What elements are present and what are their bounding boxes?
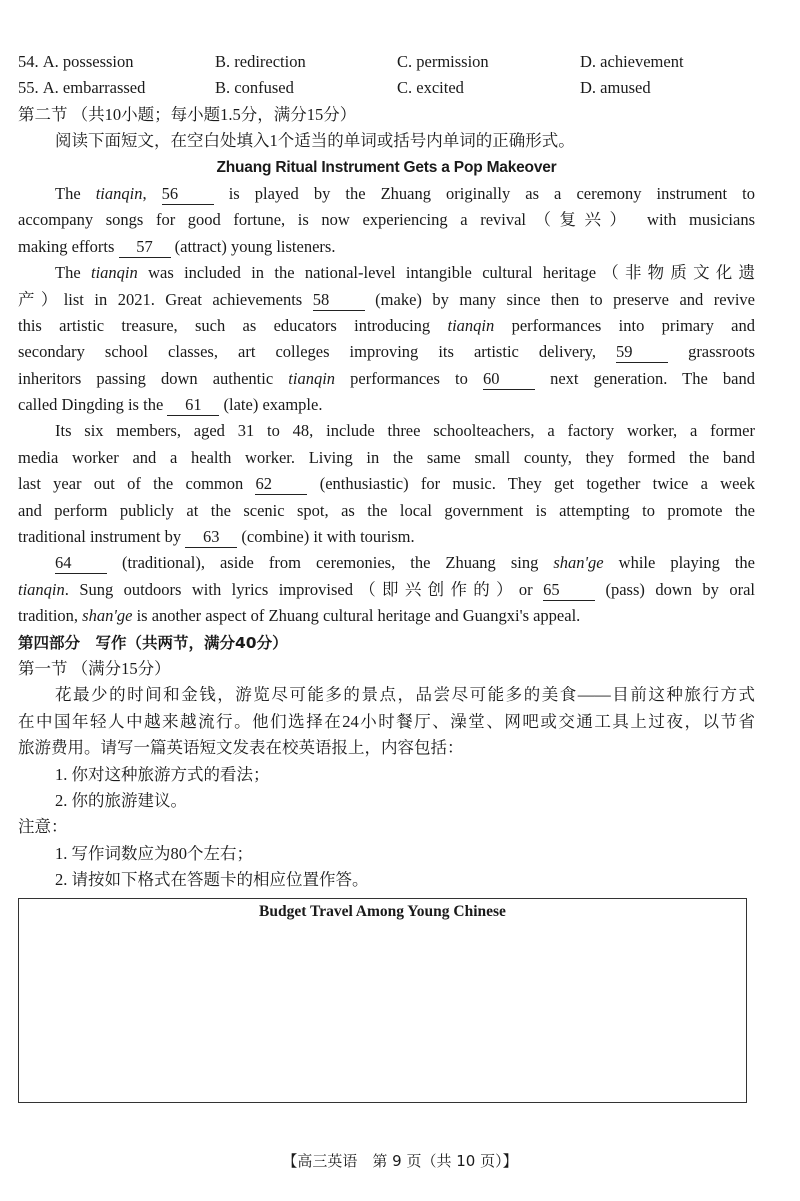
option-d: D. amused <box>580 78 651 98</box>
answer-blank-62: 62 <box>255 474 307 495</box>
passage-text: last year out of the common <box>18 474 256 494</box>
answer-box-title: Budget Travel Among Young Chinese <box>259 903 506 920</box>
passage-line <box>18 181 755 207</box>
answer-blank-59: 59 <box>616 342 668 363</box>
passage-text: is another aspect of Zhuang cultural heritage and Guangxi's appeal. <box>132 606 581 626</box>
answer-blank-56: 56 <box>162 184 214 205</box>
answer-blank-64: 64 <box>55 553 107 574</box>
passage-text: making efforts <box>18 236 119 256</box>
answer-blank-60: 60 <box>483 369 535 390</box>
note: 1. 写作词数应为80个左右； <box>55 843 253 863</box>
content-point: 1. 你对这种旅游方式的看法； <box>55 764 270 784</box>
answer-blank-63: 63 <box>185 527 237 548</box>
note: 2. 请按如下格式在答题卡的相应位置作答。 <box>55 870 369 890</box>
option-c: C. excited <box>397 78 464 98</box>
passage-line <box>18 550 755 576</box>
option-a: 54. A. possession <box>18 52 134 71</box>
answer-box <box>18 898 747 1103</box>
page-footer: 【高三英语 第 9 页（共 10 页）】 <box>282 1152 518 1170</box>
italic-term: shan'ge <box>82 606 133 626</box>
option-b: B. confused <box>215 78 294 98</box>
passage-text: performances to <box>335 368 483 388</box>
passage-text: accompany songs for good fortune, is now experiencing a revival（复兴） with musicians <box>18 210 755 230</box>
passage-line <box>18 498 755 524</box>
passage <box>18 181 755 630</box>
passage-text: tradition, <box>18 606 83 626</box>
passage-text: . Sung outdoors with lyrics improvised（即兴创作的）or <box>64 579 544 599</box>
passage-text: (make) by many since then to preserve and revive <box>364 289 755 309</box>
passage-text: grassroots <box>668 342 755 362</box>
answer-blank-57: 57 <box>119 237 171 258</box>
passage-line <box>18 234 755 260</box>
passage-text: (attract) young listeners. <box>170 236 336 256</box>
content-point: 2. 你的旅游建议。 <box>55 790 187 810</box>
prompt-line: 旅游费用。请写一篇英语短文发表在校英语报上，内容包括： <box>18 738 464 758</box>
notes-label: 注意： <box>18 817 68 837</box>
passage-text: 产）list in 2021. Great achievements <box>18 289 313 309</box>
passage-line <box>18 524 755 550</box>
passage-text: was included in the national-level intangible cultural heritage（非物质文化遗 <box>137 263 755 283</box>
passage-text: performances into primary and <box>494 315 755 335</box>
passage-text: inheritors passing down authentic <box>18 368 289 388</box>
passage-text: and perform publicly at the scenic spot, as the local government is attempting to promote the <box>18 500 755 520</box>
passage-line <box>18 313 755 339</box>
passage-text: secondary school classes, art colleges improving its artistic delivery, <box>18 342 617 362</box>
passage-line <box>18 418 755 444</box>
passage-line <box>18 366 755 392</box>
passage-text: this artistic treasure, such as educators introducing <box>18 315 448 335</box>
italic-term: tianqin <box>95 183 143 203</box>
passage-title: Zhuang Ritual Instrument Gets a Pop Makeover <box>216 158 557 176</box>
prompt-line: 在中国年轻人中越来越流行。他们选择在24小时餐厅、澡堂、网吧或交通工具上过夜，以节省 <box>18 711 755 731</box>
passage-text: , <box>142 183 162 203</box>
passage-text: while playing the <box>603 553 755 573</box>
passage-text: (traditional), aside from ceremonies, the Zhuang sing <box>107 553 554 573</box>
answer-blank-61: 61 <box>167 395 219 416</box>
passage-line <box>18 471 755 497</box>
option-d: D. achievement <box>580 52 684 71</box>
italic-term: tianqin <box>288 368 336 388</box>
passage-text: (late) example. <box>219 395 323 415</box>
italic-term: tianqin <box>18 579 65 599</box>
question-55 <box>18 75 755 101</box>
passage-line <box>18 392 755 418</box>
passage-text: is played by the Zhuang originally as a ceremony instrument to <box>213 183 755 203</box>
answer-blank-58: 58 <box>313 290 365 311</box>
italic-term: tianqin <box>447 315 495 335</box>
passage-text: media worker and a health worker. Living in the same small county, they formed the band <box>18 447 755 467</box>
exam-page <box>18 49 755 894</box>
passage-text: The <box>55 183 96 203</box>
option-c: C. permission <box>397 52 489 71</box>
passage-text: Its six members, aged 31 to 48, include three schoolteachers, a factory worker, a former <box>55 421 755 441</box>
passage-line <box>18 445 755 471</box>
passage-text: (combine) it with tourism. <box>237 527 415 547</box>
passage-text: traditional instrument by <box>18 527 186 547</box>
option-b: B. redirection <box>215 52 306 71</box>
italic-term: tianqin <box>90 263 138 283</box>
answer-blank-65: 65 <box>543 580 595 601</box>
passage-text: called Dingding is the <box>18 395 168 415</box>
passage-line <box>18 260 755 286</box>
passage-line <box>18 287 755 313</box>
section2-heading: 第二节 （共10小题；每小题1.5分，满分15分） <box>18 104 357 124</box>
passage-line <box>18 603 755 629</box>
option-a: 55. A. embarrassed <box>18 78 146 98</box>
question-54 <box>18 49 755 75</box>
passage-text: (enthusiastic) for music. They get together twice a week <box>307 474 755 494</box>
section2-instruction: 阅读下面短文，在空白处填入1个适当的单词或括号内单词的正确形式。 <box>55 131 575 151</box>
passage-text: next generation. The band <box>534 368 755 388</box>
part4-heading: 第四部分 写作（共两节，满分40分） <box>18 633 288 652</box>
passage-text: (pass) down by oral <box>595 579 755 599</box>
part4-section1-heading: 第一节 （满分15分） <box>18 658 171 678</box>
passage-line <box>18 339 755 365</box>
italic-term: shan'ge <box>553 553 604 573</box>
passage-line <box>18 577 755 603</box>
passage-line <box>18 207 755 233</box>
prompt-line: 花最少的时间和金钱，游览尽可能多的景点，品尝尽可能多的美食——目前这种旅行方式 <box>55 685 755 705</box>
passage-text: The <box>55 263 91 283</box>
